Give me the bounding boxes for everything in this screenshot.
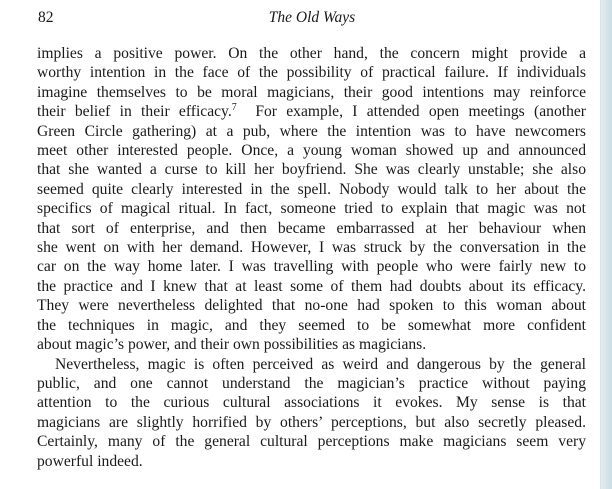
text-line: that sort of enterprise, and then became embarrassed at her behaviour when — [37, 219, 586, 237]
text-line: Certainly, many of the general cultural perceptions make magicians seem very — [37, 433, 586, 451]
text-line: magicians are slightly horrified by others’ perceptions, but also secretly pleased. — [37, 413, 586, 431]
text-line: specifics of magical ritual. In fact, someone tried to explain that magic was not — [37, 200, 586, 218]
body-text — [37, 44, 586, 471]
text-line: implies a positive power. On the other hand, the concern might provide a — [37, 45, 586, 62]
text-line: attention to the curious cultural associations it evokes. My sense is that — [37, 394, 586, 412]
page-header — [38, 9, 586, 31]
text-line: the practice and I knew that at least some of them had doubts about its efficacy. — [37, 277, 586, 295]
text-line: Nevertheless, magic is often perceived as weird and dangerous by the general — [55, 355, 586, 373]
paragraph-1 — [37, 44, 586, 355]
text-line: the techniques in magic, and they seemed to be somewhat more confident — [37, 316, 586, 334]
text-line: powerful indeed. — [37, 452, 143, 470]
viewer-scroll-edge[interactable] — [600, 0, 612, 489]
footnote-marker[interactable]: 7 — [231, 102, 237, 114]
text-line: public, and one cannot understand the magician’s practice without paying — [37, 374, 586, 392]
text-line: worthy intention in the face of the possibility of practical failure. If individuals — [37, 64, 586, 82]
paragraph-2 — [37, 355, 586, 471]
page-number: 82 — [38, 9, 54, 26]
text-fragment: For example, I attended open meetings (another — [255, 103, 586, 121]
text-line: car on the way home later. I was travelling with people who were fairly new to — [37, 258, 586, 276]
text-fragment: their belief in their efficacy. — [37, 103, 232, 121]
text-line-with-footnote — [37, 102, 586, 121]
text-line: she went on with her demand. However, I was struck by the conversation in the — [37, 239, 586, 257]
text-line: that she wanted a curse to kill her boyfriend. She was clearly unstable; she also — [37, 161, 586, 179]
text-line: Green Circle gathering) at a pub, where the intention was to have newcomers — [37, 122, 586, 140]
text-line: about magic’s power, and their own possibilities as magicians. — [37, 336, 427, 354]
text-line: seemed quite clearly interested in the spell. Nobody would talk to her about the — [37, 180, 586, 198]
text-line: They were nevertheless delighted that no-one had spoken to this woman about — [37, 297, 586, 315]
text-line: imagine themselves to be moral magicians, their good intentions may reinforce — [37, 83, 586, 101]
text-line: meet other interested people. Once, a young woman showed up and announced — [37, 142, 586, 160]
running-title: The Old Ways — [268, 9, 356, 26]
